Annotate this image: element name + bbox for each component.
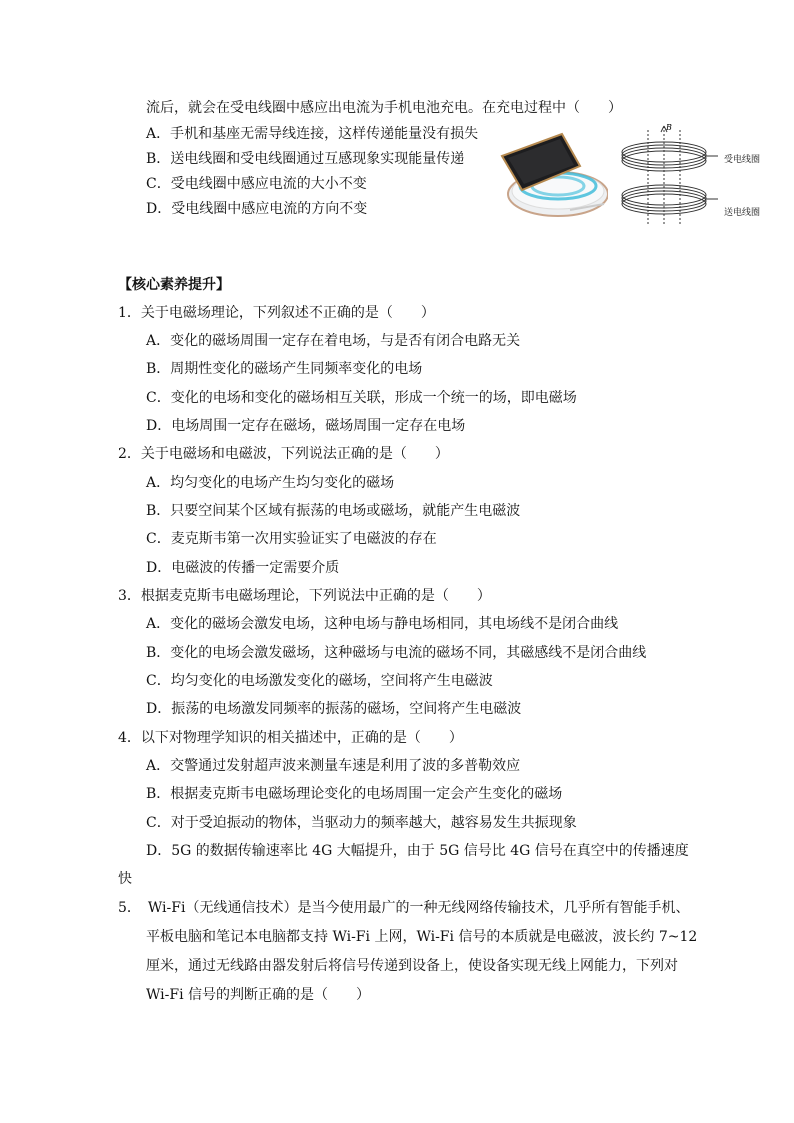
option-d: D．受电线圈中感应电流的方向不变 (146, 201, 368, 217)
question-3-stem: 3．根据麦克斯韦电磁场理论，下列说法中正确的是（ ） (118, 588, 491, 604)
question-4-option-a: A．交警通过发射超声波来测量车速是利用了波的多普勒效应 (146, 758, 521, 774)
phone-charger-illustration (500, 128, 608, 220)
question-4-stem: 4．以下对物理学知识的相关描述中，正确的是（ ） (118, 730, 463, 746)
question-2-option-a: A．均匀变化的电场产生均匀变化的磁场 (146, 475, 395, 491)
question-stem-continuation: 流后，就会在受电线圈中感应出电流为手机电池充电。在充电过程中（ ） (146, 100, 622, 116)
question-5-line-1: 5． Wi-Fi（无线通信技术）是当今使用最广的一种无线网络传输技术，几乎所有智能手机、 (118, 900, 690, 916)
question-3-option-d: D．振荡的电场激发同频率的振荡的磁场，空间将产生电磁波 (146, 701, 522, 717)
option-b: B．送电线圈和受电线圈通过互感现象实现能量传递 (146, 151, 465, 167)
question-5-line-2: 平板电脑和笔记本电脑都支持 Wi-Fi 上网，Wi-Fi 信号的本质就是电磁波，波长约 7~12 (146, 929, 698, 945)
question-4-option-d: D．5G 的数据传输速率比 4G 大幅提升，由于 5G 信号比 4G 信号在真空中的传播速度 (146, 843, 689, 859)
question-1-option-b: B．周期性变化的磁场产生同频率变化的电场 (146, 361, 423, 377)
receiver-coil-label: 受电线圈 (724, 155, 761, 165)
question-1-stem: 1．关于电磁场理论，下列叙述不正确的是（ ） (118, 305, 435, 321)
question-2-option-d: D．电磁波的传播一定需要介质 (146, 560, 340, 576)
question-4-option-d-wrap: 快 (118, 871, 132, 887)
question-5-line-4: Wi-Fi 信号的判断正确的是（ ） (146, 987, 370, 1003)
question-2-stem: 2．关于电磁场和电磁波，下列说法正确的是（ ） (118, 446, 449, 462)
question-3-option-c: C．均匀变化的电场激发变化的磁场，空间将产生电磁波 (146, 673, 493, 689)
question-3-option-a: A．变化的磁场会激发电场，这种电场与静电场相同，其电场线不是闭合曲线 (146, 616, 619, 632)
question-4-option-b: B．根据麦克斯韦电磁场理论变化的电场周围一定会产生变化的磁场 (146, 786, 563, 802)
coil-diagram (618, 120, 722, 230)
question-5-line-3: 厘米，通过无线路由器发射后将信号传递到设备上，使设备实现无线上网能力，下列对 (146, 958, 678, 974)
question-1-option-c: C．变化的电场和变化的磁场相互关联，形成一个统一的场，即电磁场 (146, 390, 577, 406)
option-a: A．手机和基座无需导线连接，这样传递能量没有损失 (146, 126, 479, 142)
question-4-option-c: C．对于受迫振动的物体，当驱动力的频率越大，越容易发生共振现象 (146, 815, 577, 831)
question-1-option-a: A．变化的磁场周围一定存在着电场，与是否有闭合电路无关 (146, 333, 521, 349)
section-title: 【核心素养提升】 (118, 277, 230, 293)
question-3-option-b: B．变化的电场会激发磁场，这种磁场与电流的磁场不同，其磁感线不是闭合曲线 (146, 645, 647, 661)
field-label-b: B (666, 123, 672, 132)
sender-coil-label: 送电线圈 (724, 208, 761, 218)
question-1-option-d: D．电场周围一定存在磁场，磁场周围一定存在电场 (146, 418, 466, 434)
question-2-option-b: B．只要空间某个区域有振荡的电场或磁场，就能产生电磁波 (146, 503, 521, 519)
question-2-option-c: C．麦克斯韦第一次用实验证实了电磁波的存在 (146, 531, 437, 547)
option-c: C．受电线圈中感应电流的大小不变 (146, 176, 367, 192)
